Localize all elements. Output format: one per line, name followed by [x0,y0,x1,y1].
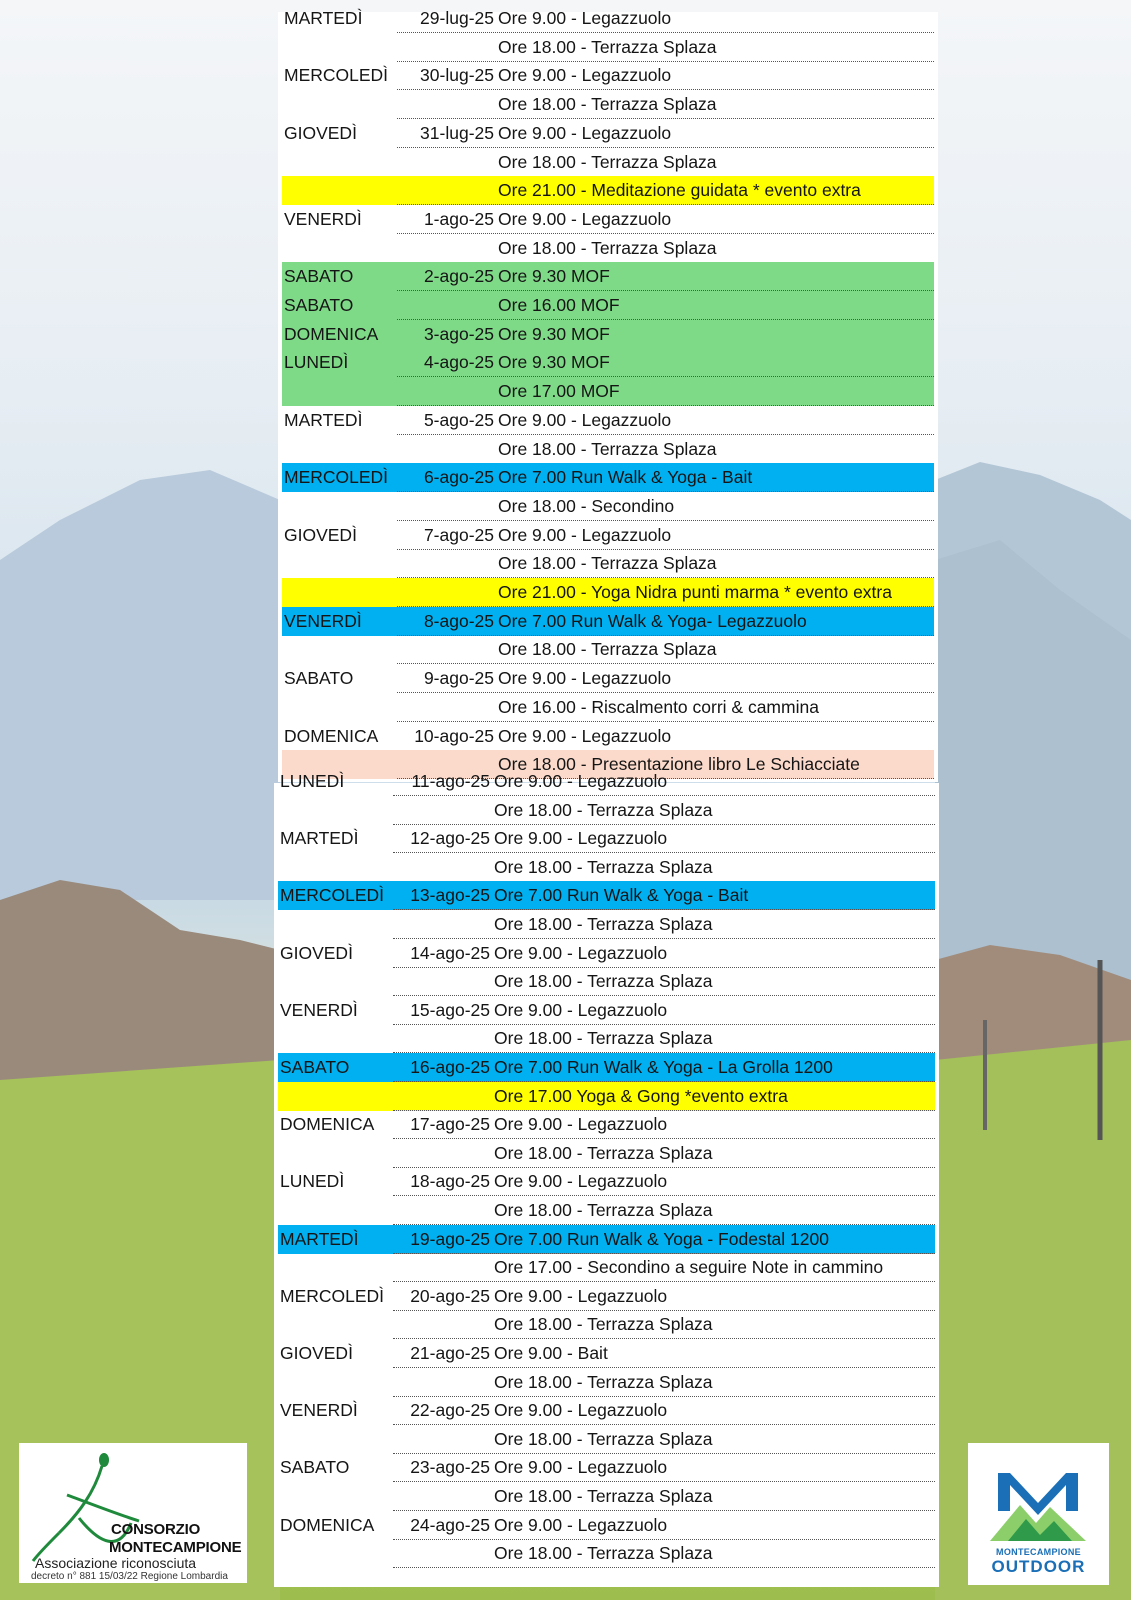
schedule-row [282,262,934,291]
day-cell: GIOVEDÌ [280,1343,353,1363]
date-cell: 19-ago-25 [410,1228,490,1249]
date-cell: 2-ago-25 [423,266,494,287]
schedule-row [282,607,934,636]
event-cell: Ore 9.30 MOF [498,352,610,373]
associazione-text: Associazione riconosciuta [35,1555,197,1571]
date-cell: 17-ago-25 [410,1114,490,1135]
day-cell: SABATO [280,1057,350,1077]
date-cell: 15-ago-25 [410,999,490,1020]
event-cell: Ore 9.00 - Legazzuolo [498,208,672,229]
date-cell: 3-ago-25 [423,323,494,344]
day-cell: SABATO [284,295,354,315]
schedule-row [282,549,934,578]
schedule-row [278,1196,935,1225]
date-cell: 10-ago-25 [414,725,494,746]
schedule-row [282,61,934,90]
date-cell: 7-ago-25 [423,524,494,545]
schedule-row [282,664,934,693]
schedule-row [282,521,934,550]
event-cell: Ore 7.00 Run Walk & Yoga - Bait [498,467,753,488]
event-cell: Ore 9.00 - Legazzuolo [494,1514,668,1535]
event-cell: Ore 9.00 - Legazzuolo [494,1114,668,1135]
schedule-row [278,1539,935,1568]
event-cell: Ore 21.00 - Yoga Nidra punti marma * evento extra [498,582,892,602]
schedule-row [278,824,935,853]
day-cell: MERCOLEDÌ [280,1285,385,1306]
day-cell: LUNEDÌ [284,352,349,373]
day-cell: VENERDÌ [284,208,362,229]
event-cell: Ore 17.00 Yoga & Gong *evento extra [494,1085,788,1106]
event-cell: Ore 18.00 - Terrazza Splaza [494,1142,713,1163]
consorzio-word: CONSORZIO [111,1521,201,1538]
schedule-row [282,435,934,464]
event-cell: Ore 18.00 - Terrazza Splaza [494,1314,713,1335]
schedule-row [278,796,935,825]
schedule-row [278,967,935,996]
event-cell: Ore 9.00 - Legazzuolo [494,999,668,1020]
event-cell: Ore 9.00 - Legazzuolo [494,828,668,849]
date-cell: 16-ago-25 [410,1057,490,1077]
schedule-row [282,119,934,148]
event-cell: Ore 9.00 - Legazzuolo [498,65,672,86]
day-cell: VENERDÌ [280,999,358,1020]
schedule-sheet-2 [274,771,939,1587]
event-cell: Ore 9.00 - Legazzuolo [498,8,672,28]
event-cell: Ore 18.00 - Terrazza Splaza [494,799,713,820]
day-cell: GIOVEDÌ [284,122,357,143]
schedule-row [278,1024,935,1053]
event-cell: Ore 18.00 - Terrazza Splaza [494,971,713,992]
schedule-row [282,635,934,664]
day-cell: GIOVEDÌ [280,942,353,963]
day-cell: MARTEDÌ [280,828,359,849]
schedule-row [282,348,934,377]
schedule-row [278,881,935,910]
schedule-row [278,1053,935,1082]
schedule-row [282,492,934,521]
event-cell: Ore 18.00 - Terrazza Splaza [494,1543,713,1564]
event-cell: Ore 9.00 - Legazzuolo [498,122,672,143]
event-cell: Ore 18.00 - Terrazza Splaza [494,1028,713,1049]
date-cell: 11-ago-25 [411,771,490,791]
date-cell: 24-ago-25 [410,1514,490,1535]
event-cell: Ore 18.00 - Terrazza Splaza [498,237,717,258]
event-cell: Ore 9.30 MOF [498,323,610,344]
event-cell: Ore 18.00 - Secondino [498,495,675,516]
schedule-row [278,853,935,882]
date-cell: 5-ago-25 [423,409,494,430]
outdoor-logo-main-text: OUTDOOR [991,1557,1086,1576]
schedule-row [278,1482,935,1511]
event-cell: Ore 9.00 - Legazzuolo [494,1171,668,1192]
schedule-row [278,1253,935,1282]
date-cell: 6-ago-25 [423,467,494,488]
event-cell: Ore 16.00 MOF [498,295,620,315]
date-cell: 18-ago-25 [410,1171,490,1192]
schedule-row [282,320,934,349]
event-cell: Ore 18.00 - Terrazza Splaza [494,1428,713,1449]
day-cell: MERCOLEDÌ [284,467,389,488]
day-cell: SABATO [280,1457,350,1478]
schedule-row [282,4,934,33]
event-cell: Ore 9.00 - Legazzuolo [494,771,668,791]
day-cell: LUNEDÌ [280,771,345,791]
schedule-row [282,463,934,492]
day-cell: VENERDÌ [280,1400,358,1421]
date-cell: 21-ago-25 [410,1343,490,1363]
event-cell: Ore 9.00 - Legazzuolo [498,409,672,430]
schedule-row [282,176,934,205]
event-cell: Ore 9.30 MOF [498,266,610,287]
schedule-row [278,939,935,968]
event-cell: Ore 17.00 - Secondino a seguire Note in cammino [494,1257,884,1278]
event-cell: Ore 18.00 - Terrazza Splaza [498,438,717,459]
event-cell: Ore 7.00 Run Walk & Yoga - Fodestal 1200 [494,1228,829,1249]
schedule-row [278,1396,935,1425]
schedule-row [278,767,935,796]
schedule-row [278,1082,935,1111]
schedule-row [282,291,934,320]
schedule-row [278,1110,935,1139]
date-cell: 13-ago-25 [410,885,490,906]
schedule-row [282,205,934,234]
schedule-row [278,910,935,939]
schedule-row [278,1425,935,1454]
day-cell: SABATO [284,668,354,689]
day-cell: DOMENICA [280,1514,375,1535]
date-cell: 31-lug-25 [420,122,494,143]
event-cell: Ore 18.00 - Terrazza Splaza [494,1200,713,1220]
event-cell: Ore 18.00 - Terrazza Splaza [494,914,713,934]
date-cell: 23-ago-25 [410,1457,490,1478]
event-cell: Ore 18.00 - Terrazza Splaza [498,36,717,57]
event-cell: Ore 16.00 - Riscalmento corri & cammina [498,696,819,717]
schedule-row [282,234,934,263]
schedule-row [278,1310,935,1339]
schedule-row [282,693,934,722]
date-cell: 4-ago-25 [423,352,494,373]
schedule-row [278,1167,935,1196]
date-cell: 8-ago-25 [423,610,494,631]
schedule-row [282,90,934,119]
schedule-row [278,1339,935,1368]
montecampione-word: MONTECAMPIONE [109,1539,242,1556]
event-cell: Ore 9.00 - Legazzuolo [494,1457,668,1478]
schedule-row [282,406,934,435]
left-mountain [0,470,280,900]
day-cell: LUNEDÌ [280,1171,345,1192]
event-cell: Ore 9.00 - Bait [494,1343,608,1363]
event-cell: Ore 9.00 - Legazzuolo [498,524,672,545]
day-cell: MARTEDÌ [280,1228,359,1249]
schedule-row [282,578,934,607]
date-cell: 20-ago-25 [410,1285,490,1306]
day-cell: MERCOLEDÌ [284,65,389,86]
schedule-row [278,1453,935,1482]
date-cell: 12-ago-25 [410,828,490,849]
event-cell: Ore 9.00 - Legazzuolo [498,668,672,689]
date-cell: 9-ago-25 [423,668,494,689]
day-cell: SABATO [284,266,354,287]
day-cell: MARTEDÌ [284,409,363,430]
day-cell: DOMENICA [280,1114,375,1135]
event-cell: Ore 18.00 - Terrazza Splaza [494,856,713,877]
date-cell: 29-lug-25 [420,8,494,28]
day-cell: DOMENICA [284,323,379,344]
event-cell: Ore 21.00 - Meditazione guidata * evento extra [498,180,861,201]
schedule-row [278,1511,935,1540]
event-cell: Ore 17.00 MOF [498,381,620,402]
event-cell: Ore 18.00 - Terrazza Splaza [498,151,717,172]
event-cell: Ore 7.00 Run Walk & Yoga - Bait [494,885,749,906]
day-cell: MERCOLEDÌ [280,885,385,906]
date-cell: 1-ago-25 [423,208,494,229]
schedule-row [282,377,934,406]
day-cell: VENERDÌ [284,610,362,631]
schedule-row [278,1225,935,1254]
schedule-row [282,722,934,751]
event-cell: Ore 9.00 - Legazzuolo [494,1285,668,1306]
schedule-row [282,33,934,62]
decreto-text: decreto n° 881 15/03/22 Regione Lombardia [31,1571,228,1582]
event-cell: Ore 18.00 - Terrazza Splaza [498,94,717,115]
outdoor-logo-top-text: MONTECAMPIONE [996,1547,1081,1557]
row-divider [393,1567,935,1568]
event-cell: Ore 18.00 - Presentazione libro Le Schiacciate [498,754,860,775]
day-cell: GIOVEDÌ [284,524,357,545]
schedule-row [278,996,935,1025]
event-cell: Ore 7.00 Run Walk & Yoga - La Grolla 1200 [494,1057,833,1077]
schedule-row [278,1282,935,1311]
montecampione-outdoor-logo [968,1443,1109,1585]
event-cell: Ore 7.00 Run Walk & Yoga- Legazzuolo [498,610,807,631]
day-cell: DOMENICA [284,725,379,746]
schedule-row [282,148,934,177]
day-cell: MARTEDÌ [284,8,363,28]
date-cell: 22-ago-25 [410,1400,490,1421]
date-cell: 14-ago-25 [410,942,490,963]
event-cell: Ore 9.00 - Legazzuolo [494,1400,668,1421]
schedule-row [278,1368,935,1397]
consorzio-montecampione-logo [19,1443,247,1583]
event-cell: Ore 9.00 - Legazzuolo [494,942,668,963]
event-cell: Ore 18.00 - Terrazza Splaza [498,553,717,574]
event-cell: Ore 9.00 - Legazzuolo [498,725,672,746]
event-cell: Ore 18.00 - Terrazza Splaza [494,1486,713,1506]
date-cell: 30-lug-25 [420,65,494,86]
schedule-row [278,1139,935,1168]
event-cell: Ore 18.00 - Terrazza Splaza [498,639,717,660]
event-cell: Ore 18.00 - Terrazza Splaza [494,1371,713,1392]
schedule-sheet-1 [278,8,938,782]
